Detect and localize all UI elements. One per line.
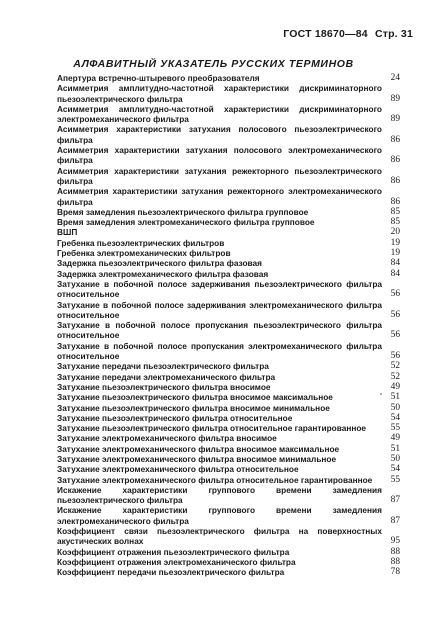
index-entry xyxy=(57,238,400,248)
index-term: Асимметрия характеристики затухания режекторного электромеханического фильтра xyxy=(57,186,382,207)
index-entry xyxy=(57,403,400,413)
index-entry xyxy=(57,166,400,187)
index-term: Время замедления электромеханического фильтра групповое xyxy=(57,217,315,228)
index-page-number: 56 xyxy=(390,351,400,362)
index-entry xyxy=(57,413,400,423)
index-entry xyxy=(57,526,400,547)
index-page-number: 51 xyxy=(390,392,400,403)
index-term: Затухание электромеханического фильтра вносимое минимальное xyxy=(57,453,337,464)
index-term: Время замедления пьезоэлектрического фильтра групповое xyxy=(57,206,309,217)
index-entry xyxy=(57,300,400,321)
index-term: Искажение характеристики группового времени замедления электромеханического фильтра xyxy=(57,505,382,526)
index-term: Затухание передачи пьезоэлектрического фильтра xyxy=(57,361,269,372)
index-term: Асимметрия амплитудно-частотной характеристики дискриминаторного пьезоэлектрического фильтра xyxy=(57,83,382,104)
index-page-number: 85 xyxy=(390,217,400,228)
index-entry xyxy=(57,361,400,371)
index-page-number: 87 xyxy=(390,495,400,506)
index-entry xyxy=(57,547,400,557)
index-page-number: 52 xyxy=(390,361,400,372)
index-page-number: 56 xyxy=(390,309,400,320)
index-page-number: 54 xyxy=(390,464,400,475)
index-entry xyxy=(57,124,400,145)
index-entry xyxy=(57,567,400,577)
index-page-number: 56 xyxy=(390,289,400,300)
index-page-number: 20 xyxy=(390,227,400,238)
index-entry xyxy=(57,557,400,567)
index-term: Затухание пьезоэлектрического фильтра вносимое xyxy=(57,381,271,392)
index-page-number: 86 xyxy=(390,134,400,145)
index-page-number: 19 xyxy=(390,237,400,248)
index-term: Затухание в побочной полосе задерживания пьезоэлектрического фильтра относительное xyxy=(57,278,382,300)
index-term: Затухание в побочной полосе задерживания электромеханического фильтра относительное xyxy=(57,299,382,320)
index-entry xyxy=(57,186,400,207)
index-term: Коэффициент отражения электромеханического фильтра xyxy=(57,556,296,567)
index-entry xyxy=(57,372,400,382)
term-index-list xyxy=(57,73,400,578)
index-entry xyxy=(57,258,400,268)
index-entry xyxy=(57,320,400,341)
page-number-label: Стр. 31 xyxy=(374,28,413,40)
index-entry xyxy=(57,433,400,443)
index-entry xyxy=(57,475,400,485)
index-entry xyxy=(57,392,400,402)
index-entry xyxy=(57,279,400,300)
index-term: Гребенка электромеханических фильтров xyxy=(57,248,231,259)
index-page-number: 95 xyxy=(390,536,400,547)
index-entry xyxy=(57,207,400,217)
index-term: Асимметрия характеристики затухания полосового электромеханического фильтра xyxy=(57,145,382,166)
index-term: Затухание электромеханического фильтра относительное xyxy=(57,464,299,475)
index-page-number: 54 xyxy=(390,412,400,423)
index-page-number: 49 xyxy=(390,381,400,392)
index-term: Затухание в побочной полосе пропускания электромеханического фильтра относительное xyxy=(57,340,382,362)
index-page-number: 55 xyxy=(390,423,400,434)
index-page-number: 19 xyxy=(390,248,400,259)
index-entry xyxy=(57,227,400,237)
index-term: Асимметрия характеристики затухания режекторного пьезоэлектрического фильтра xyxy=(57,165,382,186)
index-page-number: 88 xyxy=(390,546,400,557)
index-page-number: 89 xyxy=(390,114,400,125)
index-entry xyxy=(57,104,400,125)
index-page-number: 78 xyxy=(390,567,400,578)
index-page-number: 49 xyxy=(390,433,400,444)
index-term: Коэффициент передачи пьезоэлектрического фильтра xyxy=(57,567,285,578)
index-page-number: 51 xyxy=(390,443,400,454)
index-term: Затухание электромеханического фильтра вносимое xyxy=(57,433,277,444)
index-entry xyxy=(57,341,400,362)
index-entry xyxy=(57,83,400,104)
index-term: Апертура встречно-штыревого преобразователя xyxy=(57,73,260,83)
index-term: Затухание электромеханического фильтра относительное гарантированное xyxy=(57,474,373,485)
index-entry xyxy=(57,464,400,474)
index-term: Искажение характеристики группового времени замедления пьезоэлектрического фильтра xyxy=(57,484,382,506)
index-entry xyxy=(57,248,400,258)
index-term: ВШП xyxy=(57,227,78,238)
standard-number: ГОСТ 18670—84 xyxy=(283,28,368,40)
index-entry xyxy=(57,485,400,506)
index-term: Затухание передачи электромеханического фильтра xyxy=(57,371,276,382)
page-header xyxy=(279,28,413,40)
index-term: Затухание пьезоэлектрического фильтра вносимое максимальное xyxy=(57,392,333,403)
index-page-number: 56 xyxy=(390,330,400,341)
index-page-number: 85 xyxy=(390,206,400,217)
index-page-number: 50 xyxy=(390,453,400,464)
index-term: Затухание пьезоэлектрического фильтра вносимое минимальное xyxy=(57,402,330,413)
index-entry xyxy=(57,73,400,83)
index-page-number: 89 xyxy=(390,93,400,104)
index-entry xyxy=(57,145,400,166)
index-term: Задержка электромеханического фильтра фазовая xyxy=(57,268,269,279)
index-term: Затухание в побочной полосе пропускания пьезоэлектрического фильтра относительное xyxy=(57,320,382,341)
index-term: Асимметрия характеристики затухания полосового пьезоэлектрического фильтра xyxy=(57,124,382,145)
index-entry xyxy=(57,454,400,464)
index-page-number: 87 xyxy=(390,515,400,526)
index-entry xyxy=(57,217,400,227)
index-page-number: 50 xyxy=(390,402,400,413)
index-term: Затухание электромеханического фильтра вносимое максимальное xyxy=(57,443,340,454)
index-term: Коэффициент связи пьезоэлектрического фильтра на поверхностных акустических волнах xyxy=(57,526,382,547)
index-page-number: 86 xyxy=(390,196,400,207)
index-page-number: 84 xyxy=(390,258,400,269)
index-entry xyxy=(57,423,400,433)
index-term: Затухание пьезоэлектрического фильтра относительное гарантированное xyxy=(57,423,367,434)
index-term: Асимметрия амплитудно-частотной характеристики дискриминаторного электромеханического фильтра xyxy=(57,103,382,125)
index-term: Коэффициент отражения пьезоэлектрического фильтра xyxy=(57,546,290,557)
scan-speck xyxy=(380,393,382,395)
index-term: Гребенка пьезоэлектрических фильтров xyxy=(57,237,225,248)
index-page-number: 84 xyxy=(390,268,400,279)
index-page-number: 88 xyxy=(390,556,400,567)
index-page-number: 24 xyxy=(390,73,400,83)
index-entry xyxy=(57,269,400,279)
index-page-number: 86 xyxy=(390,155,400,166)
index-page-number: 86 xyxy=(390,175,400,186)
index-page-number: 52 xyxy=(390,371,400,382)
index-entry xyxy=(57,444,400,454)
section-title: АЛФАВИТНЫЙ УКАЗАТЕЛЬ РУССКИХ ТЕРМИНОВ xyxy=(73,58,354,70)
index-entry xyxy=(57,382,400,392)
index-entry xyxy=(57,505,400,526)
index-term: Задержка пьезоэлектрического фильтра фазовая xyxy=(57,258,262,269)
index-term: Затухание пьезоэлектрического фильтра относительное xyxy=(57,412,293,423)
index-page-number: 55 xyxy=(390,474,400,485)
